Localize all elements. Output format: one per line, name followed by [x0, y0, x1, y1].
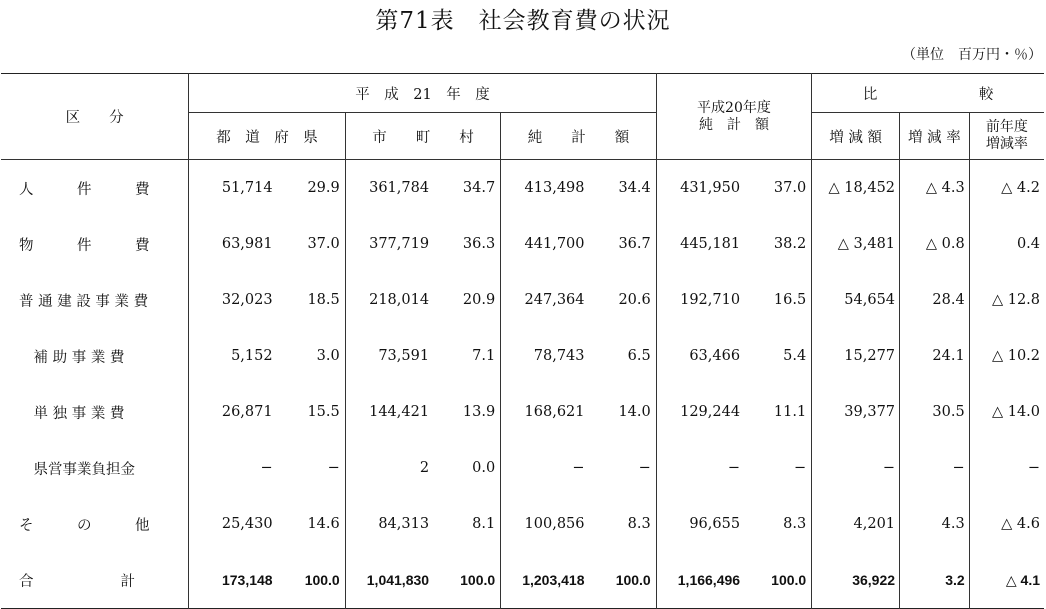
table-cell: 361,784: [369, 180, 430, 196]
table-cell: 0.4: [1016, 236, 1040, 252]
table-cell: 39,377: [812, 384, 900, 440]
table-cell: −: [812, 440, 900, 496]
table-cell: −: [1027, 460, 1040, 476]
table-cell: −: [589, 440, 657, 496]
row-label: 補 助 事 業 費: [1, 328, 189, 384]
row-label: 県営事業負担金: [1, 440, 189, 496]
table-cell: 3.2: [900, 552, 970, 609]
table-cell: −: [277, 440, 346, 496]
table-cell: 441,700: [524, 236, 585, 252]
total-row: [1, 552, 1044, 609]
table-cell: 100,856: [524, 516, 585, 532]
header-zennen: [969, 113, 1044, 160]
table-cell: 13.9: [433, 384, 501, 440]
table-cell: 26,871: [221, 404, 273, 420]
table-cell: 36.7: [589, 216, 657, 272]
table-cell: 168,621: [524, 404, 585, 420]
row-label: そ の 他: [1, 496, 189, 552]
table-cell: 192,710: [680, 292, 741, 308]
table-cell: 1,203,418: [522, 572, 585, 588]
table-cell: 3.0: [277, 328, 346, 384]
table-cell: 14.0: [589, 384, 657, 440]
header-kubun: 区 分: [1, 74, 189, 160]
table-cell: 8.1: [433, 496, 501, 552]
table-cell: 16.5: [744, 272, 812, 328]
table-cell: −: [900, 440, 970, 496]
table-cell: △ 3,481: [812, 216, 900, 272]
table-cell: 34.7: [433, 160, 501, 217]
row-label: 普 通 建 設 事 業 費: [1, 272, 189, 328]
table-cell: 34.4: [589, 160, 657, 217]
table-cell: 8.3: [589, 496, 657, 552]
table-cell: 36,922: [812, 552, 900, 609]
table-cell: 5.4: [744, 328, 812, 384]
table-cell: 29.9: [277, 160, 346, 217]
unit-note: （単位 百万円・％）: [902, 47, 1042, 63]
row-label: 人 件 費: [1, 160, 189, 217]
header-h21: 平 成 21 年 度: [189, 74, 656, 113]
row-label: 合 計: [1, 552, 189, 609]
table-row: [1, 384, 1044, 440]
table-cell: 4,201: [812, 496, 900, 552]
table-cell: 15.5: [277, 384, 346, 440]
header-shichoson: 市 町 村: [345, 113, 500, 160]
table-cell: 129,244: [680, 404, 741, 420]
header-hikaku: 比 較: [812, 74, 1044, 113]
table-cell: △ 10.2: [991, 348, 1040, 364]
table-cell: 100.0: [433, 552, 501, 609]
header-h20: [656, 74, 811, 160]
table-row: [1, 328, 1044, 384]
table-cell: −: [744, 440, 812, 496]
table-row: [1, 216, 1044, 272]
table-cell: 28.4: [900, 272, 970, 328]
table-cell: 51,714: [221, 180, 273, 196]
row-label: 単 独 事 業 費: [1, 384, 189, 440]
table-cell: 32,023: [221, 292, 273, 308]
header-zennen-line1: 前年度: [985, 119, 1028, 135]
header-zougenritsu: 増 減 率: [900, 113, 970, 160]
table-row: [1, 440, 1044, 496]
table-cell: 84,313: [378, 516, 430, 532]
table-cell: −: [572, 460, 585, 476]
table-cell: 24.1: [900, 328, 970, 384]
table-cell: 30.5: [900, 384, 970, 440]
table-cell: 5,152: [231, 348, 273, 364]
table-cell: △ 4.3: [900, 160, 970, 217]
table-cell: 431,950: [680, 180, 741, 196]
table-cell: −: [727, 460, 741, 476]
table-cell: 18.5: [277, 272, 346, 328]
row-label: 物 件 費: [1, 216, 189, 272]
header-zennen-line2: 増減率: [985, 136, 1028, 152]
header-row-1: [1, 74, 1044, 113]
header-todofuken: 都 道 府 県: [189, 113, 345, 160]
table-cell: 63,466: [689, 348, 741, 364]
table-cell: 100.0: [277, 552, 346, 609]
table-cell: 78,743: [533, 348, 585, 364]
table-cell: 7.1: [433, 328, 501, 384]
table-cell: 96,655: [689, 516, 741, 532]
header-junkei: 純 計 額: [501, 113, 657, 160]
table-cell: △ 0.8: [900, 216, 970, 272]
table-cell: 173,148: [221, 572, 273, 588]
table-cell: 413,498: [524, 180, 585, 196]
table-cell: 38.2: [744, 216, 812, 272]
table-cell: 377,719: [369, 236, 430, 252]
table-cell: −: [260, 460, 273, 476]
header-zougengaku: 増 減 額: [812, 113, 900, 160]
table-row: [1, 496, 1044, 552]
table-cell: 11.1: [744, 384, 812, 440]
table-cell: 20.6: [589, 272, 657, 328]
table-cell: 6.5: [589, 328, 657, 384]
table-cell: △ 14.0: [991, 404, 1040, 420]
table-cell: △ 18,452: [812, 160, 900, 217]
table-cell: 100.0: [744, 552, 812, 609]
table-cell: 37.0: [277, 216, 346, 272]
table-body: [1, 160, 1044, 609]
social-education-expense-table: [1, 73, 1044, 609]
table-cell: 445,181: [680, 236, 741, 252]
table-cell: 36.3: [433, 216, 501, 272]
table-cell: 73,591: [378, 348, 430, 364]
table-cell: △ 4.6: [1001, 516, 1040, 532]
table-cell: △ 4.1: [1005, 571, 1040, 588]
table-cell: 20.9: [433, 272, 501, 328]
table-title: 第71表 社会教育費の状況: [375, 8, 671, 34]
table-cell: 63,981: [221, 236, 273, 252]
table-cell: 247,364: [524, 292, 585, 308]
table-cell: 0.0: [433, 440, 501, 496]
table-cell: 25,430: [221, 516, 273, 532]
table-cell: 218,014: [369, 292, 430, 308]
table-cell: 1,041,830: [366, 572, 430, 588]
table-cell: 54,654: [812, 272, 900, 328]
table-cell: 100.0: [589, 552, 657, 609]
table-row: [1, 272, 1044, 328]
table-cell: 15,277: [812, 328, 900, 384]
table-cell: 14.6: [277, 496, 346, 552]
header-h20-line1: 平成20年度: [697, 99, 771, 116]
table-cell: 144,421: [369, 404, 430, 420]
table-cell: 8.3: [744, 496, 812, 552]
table-row: [1, 160, 1044, 217]
table-cell: 4.3: [900, 496, 970, 552]
table-cell: △ 12.8: [991, 292, 1040, 308]
header-h20-line2: 純 計 額: [698, 116, 769, 133]
table-cell: △ 4.2: [1001, 180, 1040, 196]
table-cell: 37.0: [744, 160, 812, 217]
table-cell: 2: [419, 460, 430, 476]
table-cell: 1,166,496: [677, 572, 741, 588]
